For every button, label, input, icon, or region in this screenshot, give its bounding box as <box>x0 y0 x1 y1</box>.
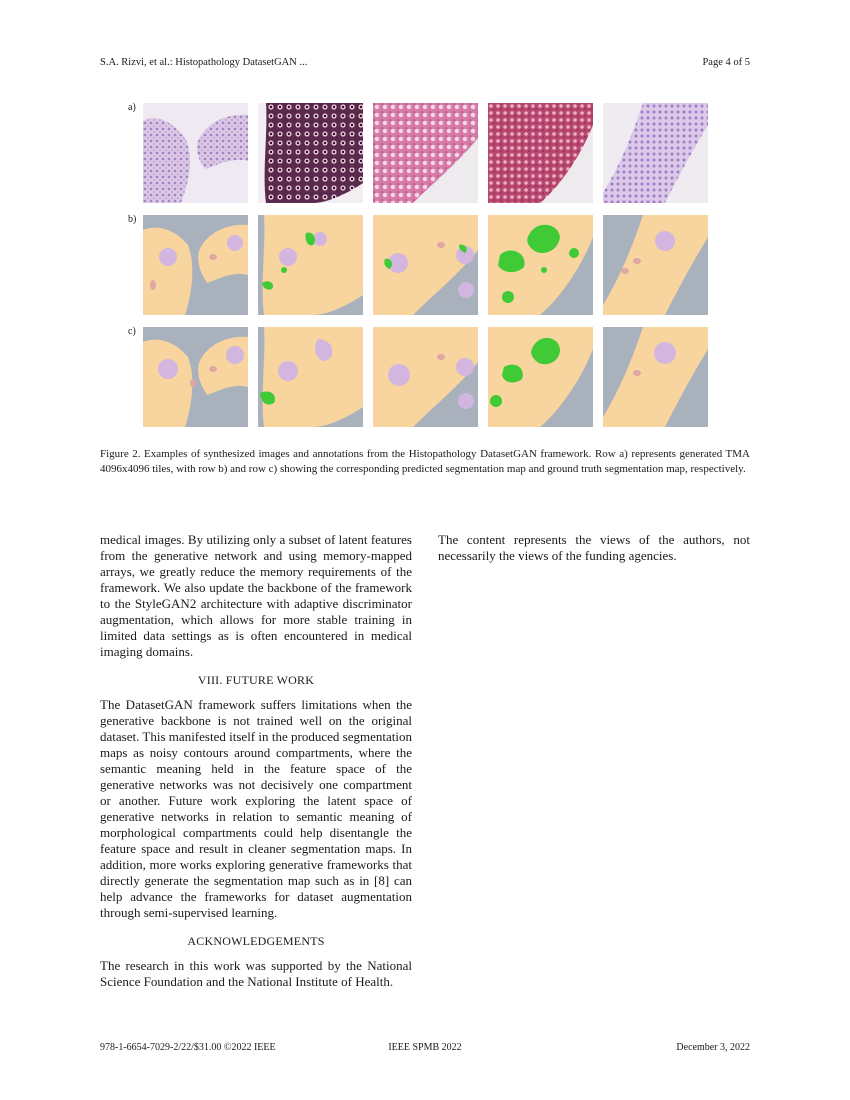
paragraph-conclusion: medical images. By utilizing only a subset of latent features from the generative network and using memory-mapped arrays, we greatly reduce the memory requirements of the framework. We also update the backbone of the framework to the StyleGAN2 architecture with adaptive discriminator augmentation, which allows for more stable training in limited data settings as is often encountered in medical imaging domains. <box>100 532 412 659</box>
paragraph-acknowledgements: The research in this work was supported by the National Science Foundation and the National Institute of Health. <box>100 958 412 989</box>
figure-caption: Figure 2. Examples of synthesized images and annotations from the Histopathology DatasetGAN framework. Row a) represents generated TMA 4096x4096 tiles, with row b) and row c) showing the corresponding predicted segmentation map and ground truth segmentation map, respectively. <box>100 448 750 475</box>
footer-date: December 3, 2022 <box>676 1042 750 1053</box>
histology-tile-4 <box>488 103 593 203</box>
footer-copyright: 978-1-6654-7029-2/22/$31.00 ©2022 IEEE <box>100 1042 276 1053</box>
section-heading-future-work: VIII. FUTURE WORK <box>197 673 315 687</box>
ground-truth-map-1 <box>143 327 248 427</box>
paragraph-future-work: The DatasetGAN framework suffers limitations when the generative backbone is not trained well on the original dataset. This manifested itself in the produced segmentation maps as noisy contours around compartments, where the semantic meaning held in the feature space of the generative networks was not decisively one compartment or another. Future work exploring the latent space of generative networks in relation to semantic meaning of morphological compartments could help disentangle the feature space and result in cleaner segmentation maps. In addition, more works exploring generative frameworks that directly generate the segmentation map such as in [8] can help advance the frameworks for dataset augmentation through semi-supervised learning. <box>100 697 412 920</box>
predicted-map-3 <box>373 215 478 315</box>
predicted-map-2 <box>258 215 363 315</box>
ground-truth-map-2 <box>258 327 363 427</box>
ground-truth-map-5 <box>603 327 708 427</box>
row-label-a: a) <box>128 102 136 113</box>
histology-tile-1 <box>143 103 248 203</box>
running-header: S.A. Rizvi, et al.: Histopathology DatasetGAN ... <box>100 57 308 68</box>
page-number: Page 4 of 5 <box>702 57 750 68</box>
footer-conference: IEEE SPMB 2022 <box>388 1042 462 1053</box>
paragraph-disclaimer: The content represents the views of the authors, not necessarily the views of the funding agencies. <box>438 532 750 563</box>
predicted-map-5 <box>603 215 708 315</box>
histology-tile-3 <box>373 103 478 203</box>
predicted-map-4 <box>488 215 593 315</box>
row-label-c: c) <box>128 326 136 337</box>
section-heading-acknowledgements: ACKNOWLEDGEMENTS <box>187 934 325 948</box>
right-column <box>438 532 750 564</box>
row-label-b: b) <box>128 214 137 225</box>
left-column <box>100 532 412 990</box>
ground-truth-map-3 <box>373 327 478 427</box>
ground-truth-map-4 <box>488 327 593 427</box>
histology-tile-2 <box>258 103 363 203</box>
histology-tile-5 <box>603 103 708 203</box>
predicted-map-1 <box>143 215 248 315</box>
